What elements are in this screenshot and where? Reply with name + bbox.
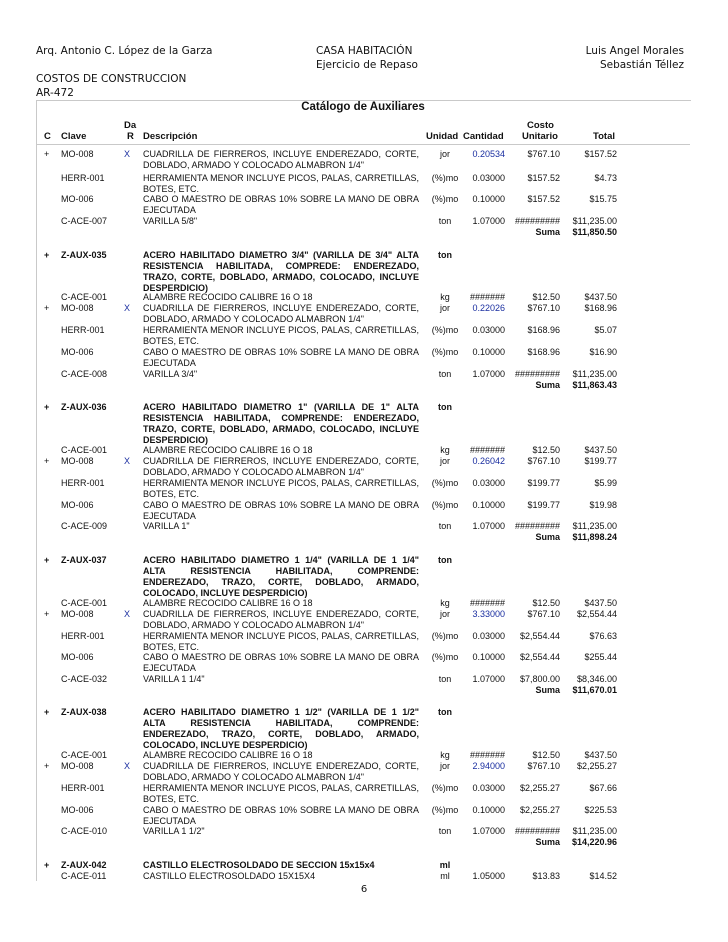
cell-cantidad: 0.10000: [472, 652, 505, 662]
cell-total: $5.99: [594, 478, 617, 488]
cell-unidad: (%)mo: [431, 347, 459, 357]
cell-descripcion: VARILLA 5/8": [143, 216, 198, 226]
cell-unidad: ton: [438, 250, 452, 260]
cell-cantidad: 1.05000: [472, 871, 505, 881]
subtotal-value: $11,850.50: [572, 227, 617, 237]
page-number: 6: [360, 884, 368, 895]
cell-descripcion: ALAMBRE RECOCIDO CALIBRE 16 O 18: [143, 445, 313, 455]
cell-unidad: jor: [439, 303, 450, 313]
col-total: Total: [593, 131, 615, 142]
cell-descripcion: VARILLA 3/4": [143, 369, 198, 379]
expand-marker: +: [44, 149, 50, 159]
col-r: R: [127, 131, 134, 142]
cell-cantidad: 0.03000: [472, 173, 505, 183]
cell-clave: Z-AUX-042: [61, 860, 107, 870]
cell-clave: C-ACE-032: [61, 674, 108, 684]
cell-total: $2,554.44: [576, 609, 617, 619]
cell-total: $19.98: [589, 500, 617, 510]
cell-total: $2,255.27: [576, 761, 617, 771]
cell-costo-unitario: #########: [514, 826, 560, 836]
cell-clave: MO-008: [61, 149, 94, 159]
subtotal-label: Suma: [535, 380, 560, 390]
cell-unidad: jor: [439, 609, 450, 619]
author-right-2: Sebastián Téllez: [599, 59, 684, 71]
cell-r: X: [124, 456, 131, 466]
cell-total: $5.07: [594, 325, 617, 335]
cell-unidad: jor: [439, 149, 450, 159]
cell-unidad: ton: [438, 521, 452, 531]
col-cantidad: Cantidad: [463, 131, 504, 142]
cell-unidad: kg: [440, 598, 450, 608]
cell-costo-unitario: $2,255.27: [519, 805, 560, 815]
cell-cantidad: 1.07000: [472, 521, 505, 531]
cell-clave: MO-008: [61, 609, 94, 619]
expand-marker: +: [44, 609, 50, 619]
cell-cantidad: 0.26042: [472, 456, 505, 466]
cell-costo-unitario: $13.83: [532, 871, 560, 881]
cell-costo-unitario: $12.50: [532, 750, 560, 760]
cell-descripcion: VARILLA 1 1/4": [143, 674, 205, 684]
cell-clave: C-ACE-010: [61, 826, 108, 836]
cell-costo-unitario: $168.96: [527, 325, 560, 335]
cell-total: $4.73: [594, 173, 617, 183]
project-title: CASA HABITACIÓN: [316, 45, 413, 57]
cell-unidad: (%)mo: [431, 783, 459, 793]
cell-clave: MO-008: [61, 303, 94, 313]
cell-unidad: jor: [439, 761, 450, 771]
cell-costo-unitario: $767.10: [527, 149, 560, 159]
cell-clave: Z-AUX-037: [61, 555, 107, 565]
subtotal-label: Suma: [535, 227, 560, 237]
cell-unidad: ton: [438, 216, 452, 226]
cell-unidad: ml: [440, 871, 450, 881]
cell-total: $15.75: [589, 194, 617, 204]
cell-cantidad: 1.07000: [472, 369, 505, 379]
col-clave: Clave: [61, 131, 87, 142]
cell-costo-unitario: $157.52: [527, 194, 560, 204]
cell-total: $437.50: [584, 292, 617, 302]
cell-clave: HERR-001: [61, 325, 105, 335]
subtotal-label: Suma: [535, 837, 560, 847]
cell-cantidad: 0.10000: [472, 500, 505, 510]
course-code: AR-472: [36, 87, 74, 99]
cell-costo-unitario: #########: [514, 521, 560, 531]
subtotal-label: Suma: [535, 685, 560, 695]
cell-descripcion: CABO O MAESTRO DE OBRAS 10% SOBRE LA MANO DE OBRA EJECUTADA: [143, 194, 419, 215]
cell-cantidad: 1.07000: [472, 216, 505, 226]
cell-costo-unitario: $199.77: [527, 478, 560, 488]
cell-total: $76.63: [589, 631, 617, 641]
cell-unidad: ton: [438, 402, 452, 412]
cell-costo-unitario: $2,554.44: [519, 631, 560, 641]
cell-descripcion: ALAMBRE RECOCIDO CALIBRE 16 O 18: [143, 750, 313, 760]
cell-clave: MO-006: [61, 805, 94, 815]
cell-descripcion: ACERO HABILITADO DIAMETRO 1" (VARILLA DE 1" ALTA RESISTENCIA HABILITADA, COMPRENDE: ENDEREZADO, TRAZO, CORTE, DOBLADO, ARMADO, COLOCADO, INCLUYE DESPERDICIO): [143, 402, 419, 445]
cell-cantidad: 0.22026: [472, 303, 505, 313]
cell-clave: HERR-001: [61, 631, 105, 641]
subtotal-value: $11,898.24: [572, 532, 617, 542]
col-unidad: Unidad: [426, 131, 459, 142]
author-right-1: Luis Angel Morales: [585, 45, 684, 57]
cell-clave: HERR-001: [61, 173, 105, 183]
project-subtitle: Ejercicio de Repaso: [316, 59, 418, 71]
cell-descripcion: CUADRILLA DE FIERREROS, INCLUYE ENDEREZADO, CORTE, DOBLADO, ARMADO Y COLOCADO ALMABRON 1/4": [143, 761, 419, 782]
cell-unidad: (%)mo: [431, 805, 459, 815]
expand-marker: +: [44, 303, 50, 313]
cell-descripcion: CUADRILLA DE FIERREROS, INCLUYE ENDEREZADO, CORTE, DOBLADO, ARMADO Y COLOCADO ALMABRON 1/4": [143, 303, 419, 324]
cell-clave: MO-006: [61, 500, 94, 510]
cell-costo-unitario: $7,800.00: [519, 674, 560, 684]
cell-unidad: kg: [440, 292, 450, 302]
expand-marker: +: [44, 555, 50, 565]
expand-marker: +: [44, 456, 50, 466]
cell-total: $437.50: [584, 750, 617, 760]
cell-costo-unitario: $157.52: [527, 173, 560, 183]
cell-total: $8,346.00: [576, 674, 617, 684]
expand-marker: +: [44, 761, 50, 771]
cell-clave: Z-AUX-036: [61, 402, 107, 412]
cell-cantidad: 0.03000: [472, 631, 505, 641]
cell-clave: C-ACE-009: [61, 521, 108, 531]
cell-cantidad: #######: [469, 750, 505, 760]
subtotal-value: $11,863.43: [572, 380, 617, 390]
cell-cantidad: 0.10000: [472, 347, 505, 357]
cell-descripcion: HERRAMIENTA MENOR INCLUYE PICOS, PALAS, CARRETILLAS, BOTES, ETC.: [143, 173, 419, 194]
cell-descripcion: CUADRILLA DE FIERREROS, INCLUYE ENDEREZADO, CORTE, DOBLADO, ARMADO Y COLOCADO ALMABRON 1/4": [143, 456, 419, 477]
cell-cantidad: 0.10000: [472, 194, 505, 204]
cell-costo-unitario: $2,554.44: [519, 652, 560, 662]
cell-descripcion: HERRAMIENTA MENOR INCLUYE PICOS, PALAS, CARRETILLAS, BOTES, ETC.: [143, 478, 419, 499]
cell-costo-unitario: $767.10: [527, 609, 560, 619]
cell-clave: C-ACE-001: [61, 445, 108, 455]
cell-cantidad: 1.07000: [472, 674, 505, 684]
cell-costo-unitario: $168.96: [527, 347, 560, 357]
cell-descripcion: CUADRILLA DE FIERREROS, INCLUYE ENDEREZADO, CORTE, DOBLADO, ARMADO Y COLOCADO ALMABRON 1/4": [143, 149, 419, 170]
cell-clave: MO-008: [61, 456, 94, 466]
cell-unidad: (%)mo: [431, 652, 459, 662]
expand-marker: +: [44, 250, 50, 260]
cell-unidad: (%)mo: [431, 478, 459, 488]
col-costo-top: Costo: [527, 120, 554, 131]
cell-descripcion: VARILLA 1": [143, 521, 190, 531]
cell-total: $437.50: [584, 598, 617, 608]
cell-cantidad: 0.20534: [472, 149, 505, 159]
cell-cantidad: 0.03000: [472, 325, 505, 335]
cell-unidad: ton: [438, 707, 452, 717]
cell-unidad: kg: [440, 750, 450, 760]
cell-unidad: ton: [438, 674, 452, 684]
cell-unidad: (%)mo: [431, 325, 459, 335]
cell-total: $16.90: [589, 347, 617, 357]
cell-clave: C-ACE-001: [61, 750, 108, 760]
cell-descripcion: CABO O MAESTRO DE OBRAS 10% SOBRE LA MANO DE OBRA EJECUTADA: [143, 652, 419, 673]
cell-clave: MO-006: [61, 194, 94, 204]
cell-total: $225.53: [584, 805, 617, 815]
expand-marker: +: [44, 707, 50, 717]
cell-clave: C-ACE-001: [61, 598, 108, 608]
col-unitario: Unitario: [522, 131, 558, 142]
subtotal-label: Suma: [535, 532, 560, 542]
cell-descripcion: CABO O MAESTRO DE OBRAS 10% SOBRE LA MANO DE OBRA EJECUTADA: [143, 500, 419, 521]
cell-total: $11,235.00: [572, 521, 617, 531]
cell-clave: C-ACE-008: [61, 369, 108, 379]
cell-cantidad: #######: [469, 598, 505, 608]
cell-costo-unitario: $199.77: [527, 500, 560, 510]
cell-costo-unitario: $767.10: [527, 456, 560, 466]
cell-clave: C-ACE-007: [61, 216, 108, 226]
cell-total: $168.96: [584, 303, 617, 313]
cell-descripcion: CUADRILLA DE FIERREROS, INCLUYE ENDEREZADO, CORTE, DOBLADO, ARMADO Y COLOCADO ALMABRON 1/4": [143, 609, 419, 630]
cell-total: $157.52: [584, 149, 617, 159]
cell-costo-unitario: $2,255.27: [519, 783, 560, 793]
cell-descripcion: CASTILLO ELECTROSOLDADO DE SECCION 15x15x4: [143, 860, 375, 870]
cell-cantidad: 2.94000: [472, 761, 505, 771]
cell-unidad: ton: [438, 826, 452, 836]
cell-costo-unitario: $767.10: [527, 761, 560, 771]
cell-unidad: ton: [438, 555, 452, 565]
cell-total: $67.66: [589, 783, 617, 793]
subtotal-value: $11,670.01: [572, 685, 617, 695]
cell-clave: HERR-001: [61, 478, 105, 488]
cell-unidad: jor: [439, 456, 450, 466]
cell-clave: MO-006: [61, 652, 94, 662]
cell-descripcion: VARILLA 1 1/2": [143, 826, 205, 836]
cell-cantidad: 3.33000: [472, 609, 505, 619]
cell-clave: HERR-001: [61, 783, 105, 793]
cell-unidad: (%)mo: [431, 173, 459, 183]
cell-total: $11,235.00: [572, 826, 617, 836]
cell-descripcion: HERRAMIENTA MENOR INCLUYE PICOS, PALAS, CARRETILLAS, BOTES, ETC.: [143, 325, 419, 346]
cell-unidad: (%)mo: [431, 500, 459, 510]
cell-descripcion: CASTILLO ELECTROSOLDADO 15X15X4: [143, 871, 316, 881]
cell-descripcion: ACERO HABILITADO DIAMETRO 1 1/2" (VARILLA DE 1 1/2" ALTA RESISTENCIA HABILITADA, COMPRENDE: ENDEREZADO, TRAZO, CORTE, DOBLADO, ARMADO, COLOCADO, INCLUYE DESPERDICIO): [143, 707, 419, 750]
cell-descripcion: ACERO HABILITADO DIAMETRO 3/4" (VARILLA DE 3/4" ALTA RESISTENCIA HABILITADA, COMPREDE: ENDEREZADO, TRAZO, CORTE, DOBLADO, ARMADO, COLOCADO, INCLUYE DESPERDICIO): [143, 250, 419, 293]
cell-unidad: ml: [439, 860, 451, 870]
cell-clave: Z-AUX-035: [61, 250, 107, 260]
cell-costo-unitario: $767.10: [527, 303, 560, 313]
cell-descripcion: HERRAMIENTA MENOR INCLUYE PICOS, PALAS, CARRETILLAS, BOTES, ETC.: [143, 631, 419, 652]
col-da-top: Da: [124, 120, 137, 131]
cell-total: $199.77: [584, 456, 617, 466]
cell-cantidad: 0.03000: [472, 478, 505, 488]
cell-costo-unitario: $12.50: [532, 445, 560, 455]
cell-descripcion: ALAMBRE RECOCIDO CALIBRE 16 O 18: [143, 598, 313, 608]
cell-total: $437.50: [584, 445, 617, 455]
cell-total: $11,235.00: [572, 369, 617, 379]
cell-total: $11,235.00: [572, 216, 617, 226]
cell-clave: C-ACE-001: [61, 292, 108, 302]
cell-descripcion: HERRAMIENTA MENOR INCLUYE PICOS, PALAS, CARRETILLAS, BOTES, ETC.: [143, 783, 419, 804]
expand-marker: +: [44, 402, 50, 412]
cell-total: $255.44: [584, 652, 617, 662]
cell-costo-unitario: #########: [514, 369, 560, 379]
section-title: COSTOS DE CONSTRUCCION: [36, 73, 187, 85]
expand-marker: +: [44, 860, 50, 870]
author-left: Arq. Antonio C. López de la Garza: [36, 45, 213, 57]
subtotal-value: $14,220.96: [571, 837, 617, 847]
catalog-title: Catálogo de Auxiliares: [301, 101, 425, 113]
cell-cantidad: 0.10000: [472, 805, 505, 815]
cell-descripcion: ALAMBRE RECOCIDO CALIBRE 16 O 18: [143, 292, 313, 302]
cell-unidad: (%)mo: [431, 631, 459, 641]
cell-unidad: ton: [438, 369, 452, 379]
cell-cantidad: 0.03000: [472, 783, 505, 793]
cell-clave: MO-008: [61, 761, 94, 771]
cell-r: X: [124, 149, 131, 159]
cell-descripcion: CABO O MAESTRO DE OBRAS 10% SOBRE LA MANO DE OBRA EJECUTADA: [143, 347, 419, 368]
cell-unidad: kg: [440, 445, 450, 455]
cell-cantidad: #######: [469, 445, 505, 455]
cell-r: X: [124, 761, 131, 771]
cell-clave: Z-AUX-038: [61, 707, 107, 717]
cell-descripcion: CABO O MAESTRO DE OBRAS 10% SOBRE LA MANO DE OBRA EJECUTADA: [143, 805, 419, 826]
cell-total: $14.52: [589, 871, 617, 881]
col-c: C: [44, 131, 51, 142]
cell-r: X: [124, 609, 131, 619]
cell-cantidad: #######: [469, 292, 505, 302]
cell-costo-unitario: $12.50: [532, 598, 560, 608]
cell-cantidad: 1.07000: [472, 826, 505, 836]
cell-descripcion: ACERO HABILITADO DIAMETRO 1 1/4" (VARILLA DE 1 1/4" ALTA RESISTENCIA HABILITADA, COMPRENDE: ENDEREZADO, TRAZO, CORTE, DOBLADO, ARMADO, COLOCADO, INCLUYE DESPERDICIO): [143, 555, 419, 598]
cell-costo-unitario: $12.50: [532, 292, 560, 302]
cell-r: X: [124, 303, 131, 313]
cell-clave: C-ACE-011: [61, 871, 107, 881]
cell-costo-unitario: #########: [514, 216, 560, 226]
cell-unidad: (%)mo: [431, 194, 459, 204]
cell-clave: MO-006: [61, 347, 94, 357]
col-descripcion: Descripción: [143, 131, 198, 142]
